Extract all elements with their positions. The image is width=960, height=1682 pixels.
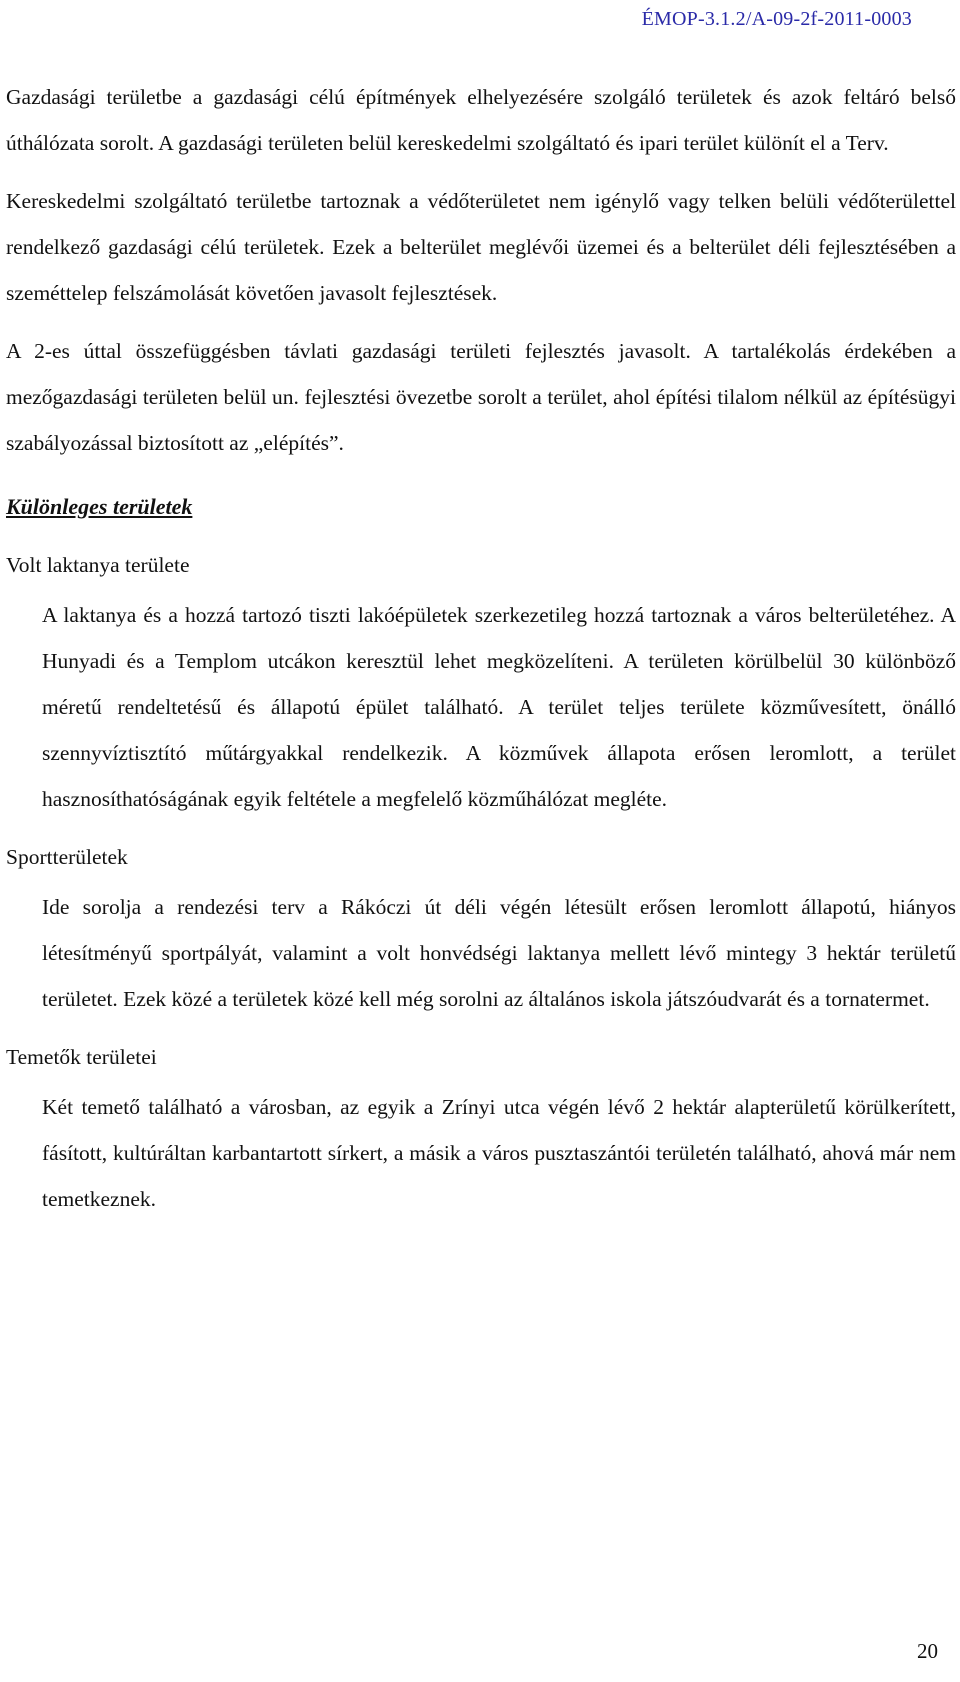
page-header [0, 8, 960, 31]
subsection-title-cemeteries: Temetők területei [6, 1045, 157, 1069]
page-number: 20 [917, 1639, 938, 1663]
subsection-title-barracks: Volt laktanya területe [6, 553, 190, 577]
subsection-text-sports: Ide sorolja a rendezési terv a Rákóczi út déli végén létesült erősen leromlott állapotú, hiányos létesítményű sportpályát, valamint a volt honvédségi laktanya mellett lévő mintegy 3 hektár területű területet. Ezek közé a területek közé kell még sorolni az általános iskola játszóudvarát és a tornatermet. [42, 895, 956, 1011]
document-body [6, 74, 956, 1222]
subsection-text-barracks: A laktanya és a hozzá tartozó tiszti lakóépületek szerkezetileg hozzá tartoznak a város belterületéhez. A Hunyadi és a Templom utcákon keresztül lehet megközelíteni. A területen körülbelül 30 különböző méretű rendeltetésű és állapotú épület található. A terület teljes területe közművesített, önálló szennyvíztisztító műtárgyakkal rendelkezik. A közművek állapota erősen leromlott, a terület hasznosíthatóságának egyik feltétele a megfelelő közműhálózat megléte. [42, 603, 956, 811]
paragraph-commercial-areas: Kereskedelmi szolgáltató területbe tartoznak a védőterületet nem igénylő vagy telken belüli védőterülettel rendelkező gazdasági célú területek. Ezek a belterület meglévői üzemei és a belterület déli fejlesztésében a szeméttelep felszámolását követően javasolt fejlesztések. [6, 189, 956, 305]
subsection-title-sports: Sportterületek [6, 845, 128, 869]
subsection-text-cemeteries: Két temető található a városban, az egyik a Zrínyi utca végén lévő 2 hektár alapterületű körülkerített, fásított, kultúráltan karbantartott sírkert, a másik a város pusztaszántói területén található, ahová már nem temetkeznek. [42, 1095, 956, 1211]
section-heading: Különleges területek [6, 494, 193, 519]
paragraph-economic-areas: Gazdasági területbe a gazdasági célú építmények elhelyezésére szolgáló területek és azok feltáró belső úthálózata sorolt. A gazdasági területen belül kereskedelmi szolgáltató és ipari terület különít el a Terv. [6, 85, 956, 155]
paragraph-road-development: A 2-es úttal összefüggésben távlati gazdasági területi fejlesztés javasolt. A tartalékolás érdekében a mezőgazdasági területen belül un. fejlesztési övezetbe sorolt a terület, ahol építési tilalom nélkül az építésügyi szabályozással biztosított az „elépítés”. [6, 339, 956, 455]
document-code: ÉMOP-3.1.2/A-09-2f-2011-0003 [641, 8, 912, 30]
